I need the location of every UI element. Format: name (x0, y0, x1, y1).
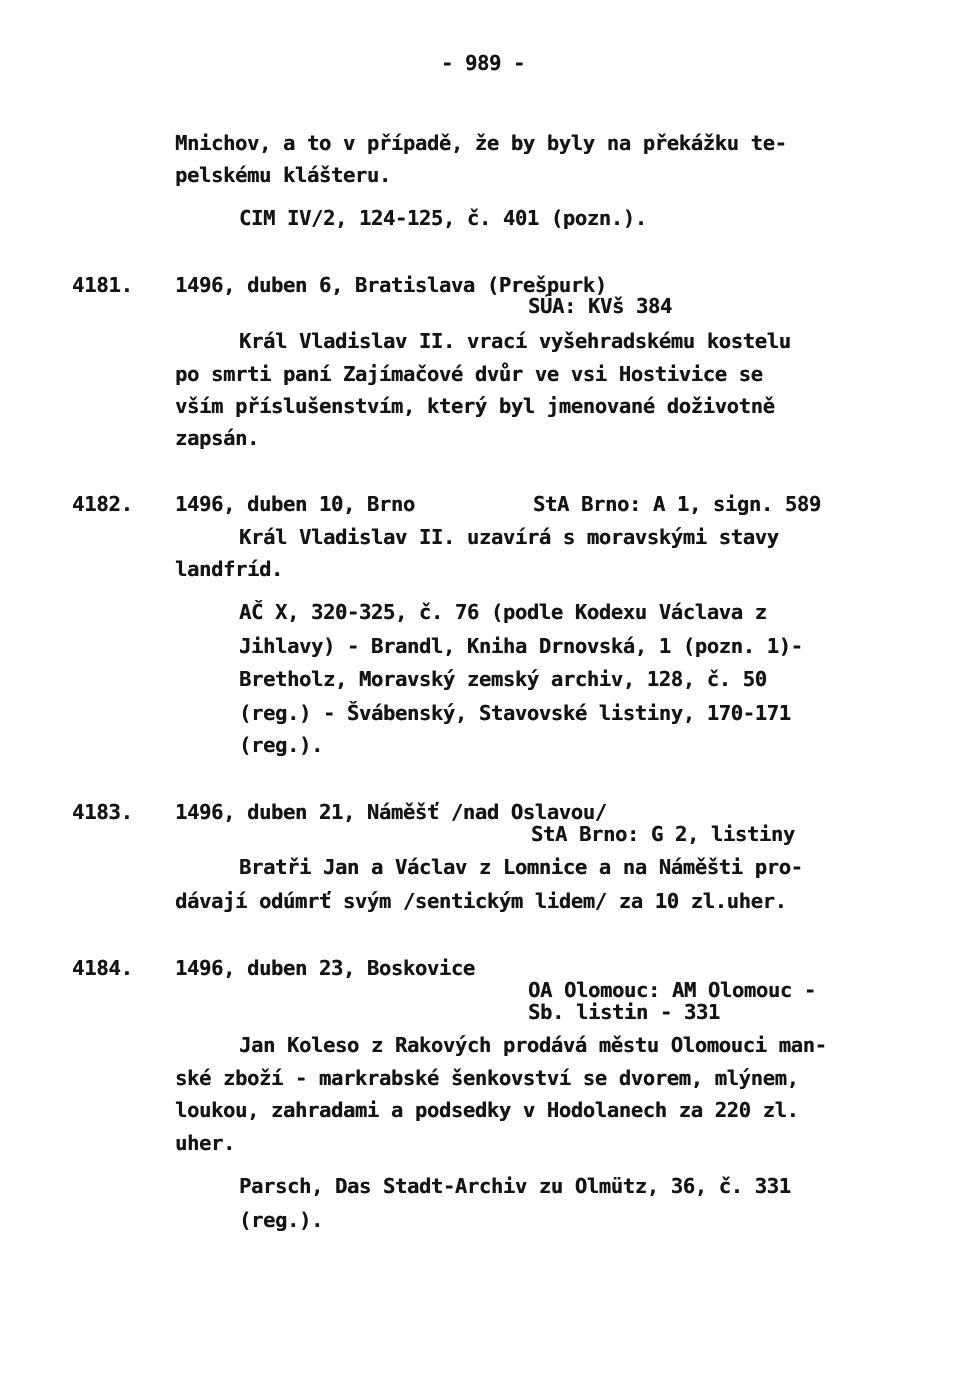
entry-text-line: landfríd. (175, 557, 283, 581)
entry-number: 4184. (72, 956, 133, 980)
entry-citation-line: AČ X, 320-325, č. 76 (podle Kodexu Václava z (239, 600, 767, 624)
entry-archive: SÚA: KVš 384 (528, 294, 672, 318)
entry-citation-line: Jihlavy) - Brandl, Kniha Drnovská, 1 (pozn. 1)- (239, 634, 803, 658)
entry-citation-line: (reg.) - Švábenský, Stavovské listiny, 170-171 (239, 701, 791, 725)
entry-text-line: Jan Koleso z Rakových prodává městu Olomouci man- (239, 1033, 827, 1057)
entry-text-line: loukou, zahradami a podsedky v Hodolanech za 220 zl. (175, 1098, 799, 1122)
entry-text-line: dávají odúmrť svým /sentickým lidem/ za 10 zl.uher. (175, 889, 787, 913)
page-number: - 989 - (441, 51, 525, 75)
continuation-line: Mnichov, a to v případě, že by byly na překážku te- (175, 131, 787, 155)
entry-citation-line: (reg.). (239, 733, 323, 757)
entry-text-line: uher. (175, 1131, 235, 1155)
entry-number: 4183. (72, 800, 133, 824)
entry-archive: StA Brno: A 1, sign. 589 (533, 492, 821, 516)
entry-number: 4182. (72, 492, 133, 516)
entry-citation-line: (reg.). (239, 1208, 323, 1232)
entry-archive: Sb. listin - 331 (528, 1000, 720, 1024)
entry-date-place: 1496, duben 10, Brno (175, 492, 415, 516)
entry-archive: OA Olomouc: AM Olomouc - (528, 978, 816, 1002)
entry-date-place: 1496, duben 21, Náměšť /nad Oslavou/ (175, 800, 607, 824)
entry-number: 4181. (72, 273, 133, 297)
entry-date-place: 1496, duben 6, Bratislava (Prešpurk) (175, 273, 607, 297)
entry-date-place: 1496, duben 23, Boskovice (175, 956, 475, 980)
entry-text-line: ské zboží - markrabské šenkovství se dvorem, mlýnem, (175, 1066, 799, 1090)
continuation-line: pelskému klášteru. (175, 163, 391, 187)
entry-text-line: Král Vladislav II. uzavírá s moravskými stavy (239, 525, 779, 549)
entry-text-line: po smrti paní Zajímačové dvůr ve vsi Hostivice se (175, 362, 763, 386)
entry-citation-line: Parsch, Das Stadt-Archiv zu Olmütz, 36, č. 331 (239, 1174, 791, 1198)
entry-text-line: vším příslušenstvím, který byl jmenované doživotně (175, 394, 775, 418)
entry-text-line: Bratři Jan a Václav z Lomnice a na Náměšti pro- (239, 855, 803, 879)
entry-archive: StA Brno: G 2, listiny (531, 822, 795, 846)
entry-citation-line: Bretholz, Moravský zemský archiv, 128, č. 50 (239, 667, 767, 691)
entry-text-line: Král Vladislav II. vrací vyšehradskému kostelu (239, 329, 791, 353)
continuation-citation: CIM IV/2, 124-125, č. 401 (pozn.). (239, 206, 647, 230)
entry-text-line: zapsán. (175, 426, 259, 450)
